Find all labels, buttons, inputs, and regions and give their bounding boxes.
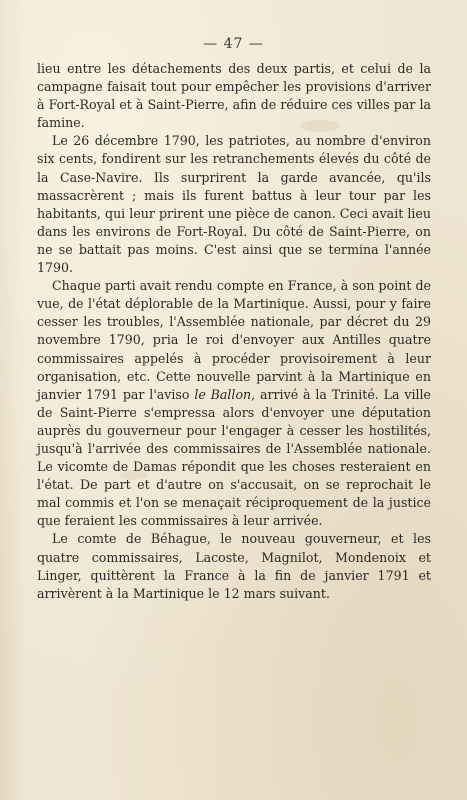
ship-name: le Ballon xyxy=(194,386,252,402)
paragraph: Le comte de Béhague, le nouveau gouverneur, et les quatre commissaires, Lacoste, Magnilot, Mondenoix et Linger, quittèrent la France à la fin de janvier 1791 et arrivèrent à la Martinique le 12 mars suivant. xyxy=(37,531,431,601)
paragraph-text: Chaque parti avait rendu compte en France, à son point de vue, de l'état déplorable de la Martinique. Aussi, pour y faire cesser les troubles, l'Assemblée nationale, par décret du 29 novembre 1790, pria le roi d'envoyer aux Antilles quatre commissaires appelés à procéder provisoirement à leur organisation, etc. Cette nouvelle parvint à la Martinique en janvier 1791 par l'aviso xyxy=(37,278,431,402)
paragraph: lieu entre les détachements des deux partis, et celui de la campagne faisait tout pour empêcher les provisions d'arriver à Fort-Royal et à Saint-Pierre, afin de réduire ces villes par la famine. xyxy=(37,61,431,131)
paragraph: Le 26 décembre 1790, les patriotes, au nombre d'environ six cents, fondirent sur les retranchements élevés du côté de la Case-Navire. Ils surprirent la garde avancée, qu'ils massacrèrent ; mais ils furent battus à leur tour par les habitants, qui leur prirent une pièce de canon. Ceci avait lieu dans les environs de Fort-Royal. Du côté de Saint-Pierre, on ne se battait pas moins. C'est ainsi que se termina l'année 1790. xyxy=(37,133,431,276)
paragraph xyxy=(37,277,431,530)
body-text xyxy=(37,60,431,603)
page-number: — 47 — xyxy=(203,36,264,52)
paragraph-text: , arrivé à la Trinité. La ville de Saint-Pierre s'empressa alors d'envoyer une députation auprès du gouverneur pour l'engager à cesser les hostilités, jusqu'à l'arrivée des commissaires de l'Assemblée nationale. Le vicomte de Damas répondit que les choses resteraient en l'état. De part et d'autre on s'accusait, on se reprochait le mal commis et l'on se menaçait réciproquement de la justice que feraient les commissaires à leur arrivée. xyxy=(37,386,432,529)
